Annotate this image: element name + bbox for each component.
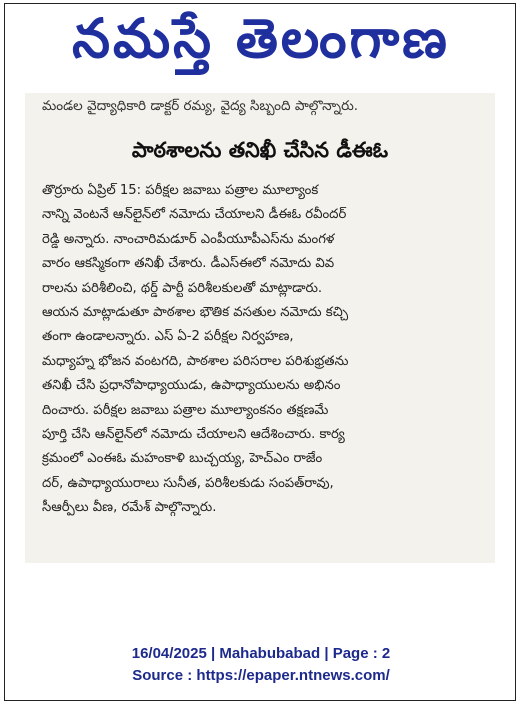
article-line: వారం ఆకస్మికంగా తనిఖీ చేశారు. డీఎస్ఈలో నమోదు వివ: [42, 256, 335, 272]
article-line: నాన్ని వెంటనే ఆన్‌లైన్‌లో నమోదు చేయాలని డీఈఓ రవీందర్: [42, 207, 347, 223]
article-line: తనిఖీ చేసి ప్రధానోపాధ్యాయుడు, ఉపాధ్యాయులను అభినం: [42, 378, 341, 394]
article-line: క్రమంలో ఎంఈఓ మహంకాళి బుచ్చయ్య, హెచ్‌ఎం రాజేం: [42, 451, 323, 467]
clipping-source[interactable]: Source : https://epaper.ntnews.com/: [132, 667, 390, 684]
article-line: సీఆర్పీలు వీణ, రమేశ్ పాల్గొన్నారు.: [42, 500, 217, 516]
article-line: దించారు. పరీక్షల జవాబు పత్రాల మూల్యాంకనం తక్షణమే: [42, 402, 329, 418]
article-line: ఆయన మాట్లాడుతూ పాఠశాల భౌతిక వసతుల నమోదు కచ్చి: [42, 304, 349, 320]
article-line: మధ్యాహ్న భోజన వంటగది, పాఠశాల పరిసరాల పరిశుభ్రతను: [42, 353, 349, 369]
article-line: రాలను పరిశీలించి, థర్డ్ పార్టీ పరిశీలకులతో మాట్లాడారు.: [42, 280, 323, 296]
news-clipping: [25, 93, 495, 563]
article-line: పూర్తి చేసి ఆన్‌లైన్‌లో నమోదు చేయాలని ఆదేశించారు. కార్య: [42, 426, 345, 442]
article-line: దర్, ఉపాధ్యాయురాలు సునీత, పరిశీలకుడు సంపత్‌రావు,: [42, 475, 334, 491]
clipping-meta: 16/04/2025 | Mahabubabad | Page : 2: [131, 645, 391, 662]
masthead-title: నమస్తే తెలంగాణ: [72, 7, 450, 70]
newspaper-masthead: [0, 6, 522, 72]
article-line: తంగా ఉండాలన్నారు. ఎస్ ఏ-2 పరీక్షల నిర్వహణ,: [42, 329, 294, 345]
clipping-footer: [0, 643, 522, 687]
article-line: తొర్రూరు ఏప్రిల్ 15: పరీక్షల జవాబు పత్రాల మూల్యాంక: [42, 183, 319, 198]
article-body: [42, 179, 482, 520]
article-headline: పాఠశాలను తనిఖీ చేసిన డీఈఓ: [131, 138, 389, 162]
article-line: రెడ్డి అన్నారు. నాంచారిమడూర్ ఎంపీయూపీఎస్‌ను మంగళ: [42, 231, 335, 247]
previous-article-tail: మండల వైద్యాధికారి డాక్టర్ రమ్య, వైద్య సిబ్బంది పాల్గొన్నారు.: [42, 98, 359, 114]
